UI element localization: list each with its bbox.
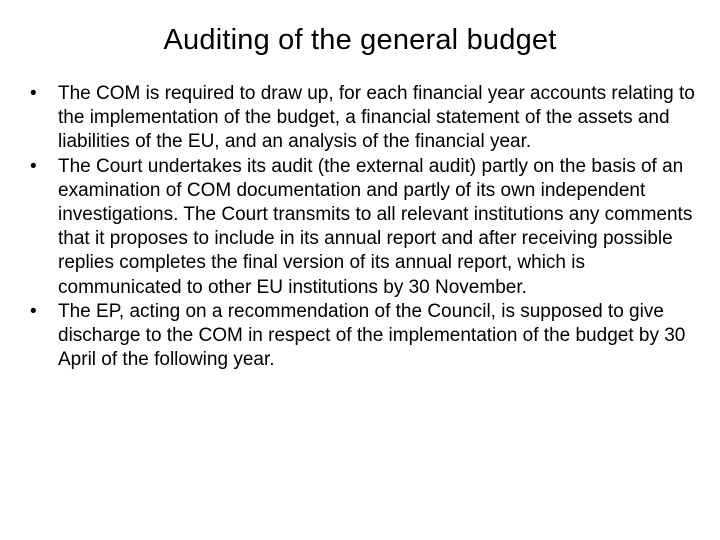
slide-title: Auditing of the general budget: [163, 24, 557, 56]
bullet-text: The COM is required to draw up, for each financial year accounts relating to the implementation of the budget, a financial statement of the assets and liabilities of the EU, and an analysis of the financial year.: [58, 83, 695, 153]
bullet-point-icon: •: [30, 155, 37, 177]
bullet-point-icon: •: [30, 83, 37, 104]
bullet-item: [30, 300, 700, 373]
bullet-text: The Court undertakes its audit (the external audit) partly on the basis of an examination of COM documentation and partly of its own independent investigations. The Court transmits to all relevant institutions any comments that it proposes to include in its annual report and after receiving possible replies completes the final version of its annual report, which is communicated to other EU institutions by 30 November.: [58, 155, 693, 298]
bullet-point-icon: •: [30, 300, 37, 322]
bullet-item: [30, 82, 700, 155]
bullet-list: [30, 82, 700, 372]
bullet-text: The EP, acting on a recommendation of the Council, is supposed to give discharge to the COM in respect of the implementation of the budget by 30 April of the following year.: [58, 300, 686, 371]
bullet-item: [30, 155, 700, 300]
